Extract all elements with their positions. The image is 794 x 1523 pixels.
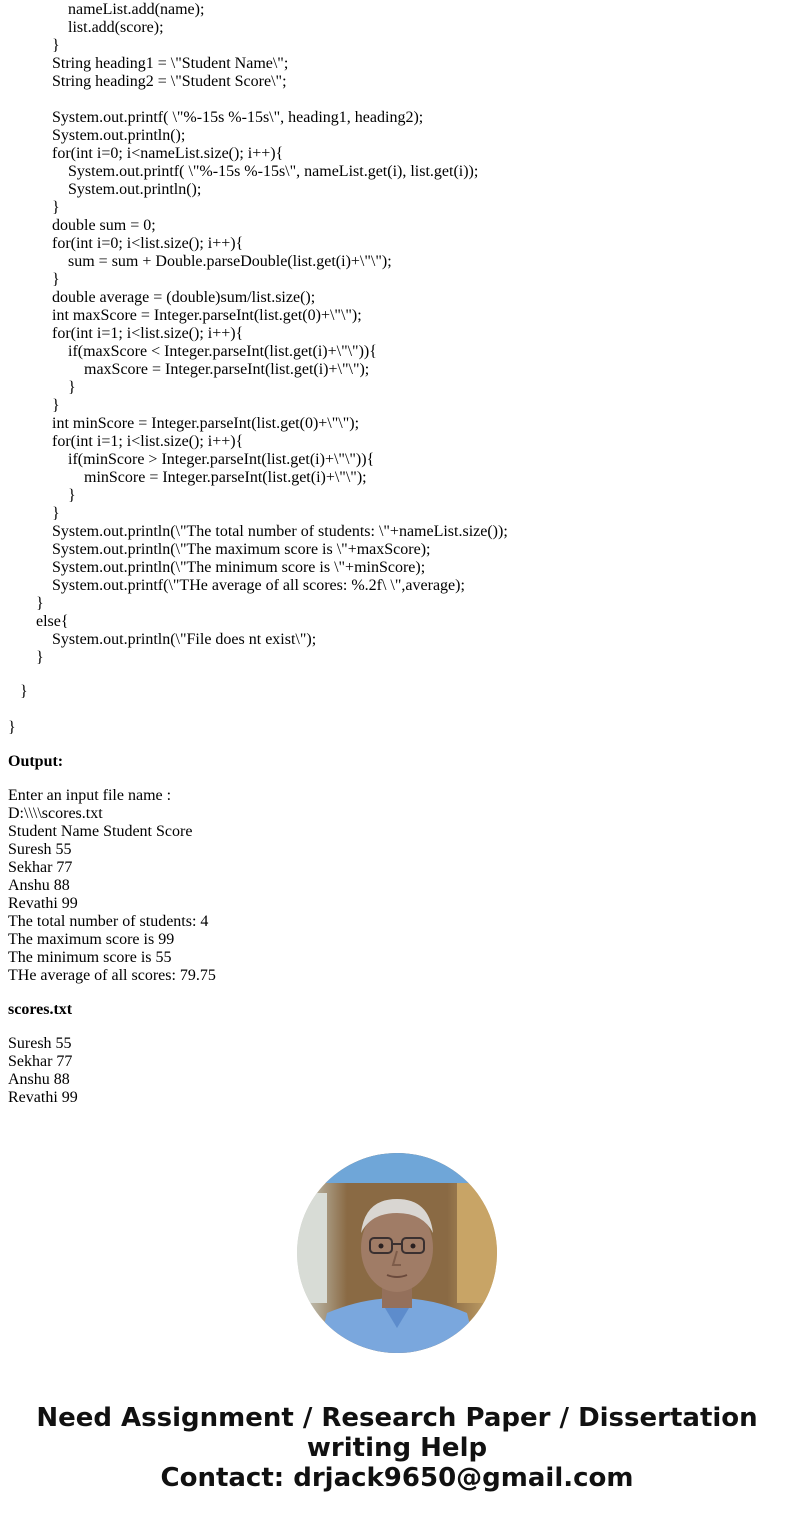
code-line: String heading2 = \"Student Score\"; [52, 73, 287, 90]
code-line: } [68, 379, 76, 396]
code-line: } [8, 719, 16, 736]
code-line: double sum = 0; [52, 217, 156, 234]
code-line: } [52, 199, 60, 216]
code-line: } [36, 649, 44, 666]
output-line: Student Name Student Score [8, 823, 193, 840]
output-heading: Output: [8, 753, 64, 770]
output-line: THe average of all scores: 79.75 [8, 967, 216, 984]
code-line: minScore = Integer.parseInt(list.get(i)+\"\"); [84, 469, 367, 486]
code-line: for(int i=0; i<nameList.size(); i++){ [52, 145, 284, 162]
code-line: nameList.add(name); [68, 1, 205, 18]
code-line: System.out.printf( \"%-15s %-15s\", heading1, heading2); [52, 109, 424, 126]
code-line: System.out.println(\"The maximum score is \"+maxScore); [52, 541, 431, 558]
author-avatar [297, 1153, 497, 1353]
code-line: int minScore = Integer.parseInt(list.get(0)+\"\"); [52, 415, 360, 432]
output-line: The minimum score is 55 [8, 949, 172, 966]
scores-file-line: Anshu 88 [8, 1071, 70, 1088]
code-line: for(int i=1; i<list.size(); i++){ [52, 325, 244, 342]
code-line: int maxScore = Integer.parseInt(list.get(0)+\"\"); [52, 307, 362, 324]
output-line: The total number of students: 4 [8, 913, 209, 930]
code-line: System.out.println(); [68, 181, 202, 198]
code-line: list.add(score); [68, 19, 164, 36]
code-line: if(maxScore < Integer.parseInt(list.get(i)+\"\")){ [68, 343, 377, 360]
output-line: The maximum score is 99 [8, 931, 175, 948]
output-line: Anshu 88 [8, 877, 70, 894]
promo-banner [0, 1403, 794, 1493]
promo-line: writing Help [306, 1433, 488, 1463]
code-line: else{ [36, 613, 69, 630]
code-line: String heading1 = \"Student Name\"; [52, 55, 289, 72]
code-line: System.out.printf(\"THe average of all scores: %.2f\ \",average); [52, 577, 465, 594]
promo-line: Need Assignment / Research Paper / Dissertation [36, 1403, 758, 1433]
code-line: System.out.println(\"The minimum score is \"+minScore); [52, 559, 426, 576]
code-line: double average = (double)sum/list.size(); [52, 289, 316, 306]
code-line: } [52, 505, 60, 522]
code-line: } [68, 487, 76, 504]
output-line: Sekhar 77 [8, 859, 73, 876]
code-line: } [52, 397, 60, 414]
code-line: for(int i=1; i<list.size(); i++){ [52, 433, 244, 450]
promo-contact[interactable]: Contact: drjack9650@gmail.com [160, 1463, 634, 1493]
scores-file-heading: scores.txt [8, 1001, 73, 1018]
code-line: } [36, 595, 44, 612]
code-line: } [52, 37, 60, 54]
code-line: System.out.printf( \"%-15s %-15s\", nameList.get(i), list.get(i)); [68, 163, 479, 180]
scores-file-line: Revathi 99 [8, 1089, 78, 1106]
output-line: D:\\\\scores.txt [8, 805, 103, 822]
code-line: sum = sum + Double.parseDouble(list.get(i)+\"\"); [68, 253, 392, 270]
code-line: System.out.println(\"File does nt exist\"); [52, 631, 317, 648]
code-line: for(int i=0; i<list.size(); i++){ [52, 235, 244, 252]
output-line: Suresh 55 [8, 841, 72, 858]
code-line: } [52, 271, 60, 288]
code-line: System.out.println(); [52, 127, 186, 144]
code-line: System.out.println(\"The total number of students: \"+nameList.size()); [52, 523, 508, 540]
output-line: Revathi 99 [8, 895, 78, 912]
code-line: } [20, 683, 28, 700]
output-line: Enter an input file name : [8, 787, 172, 804]
scores-file-line: Sekhar 77 [8, 1053, 73, 1070]
code-line: if(minScore > Integer.parseInt(list.get(i)+\"\")){ [68, 451, 375, 468]
code-line: maxScore = Integer.parseInt(list.get(i)+\"\"); [84, 361, 370, 378]
portrait-illustration [297, 1153, 497, 1353]
scores-file-line: Suresh 55 [8, 1035, 72, 1052]
